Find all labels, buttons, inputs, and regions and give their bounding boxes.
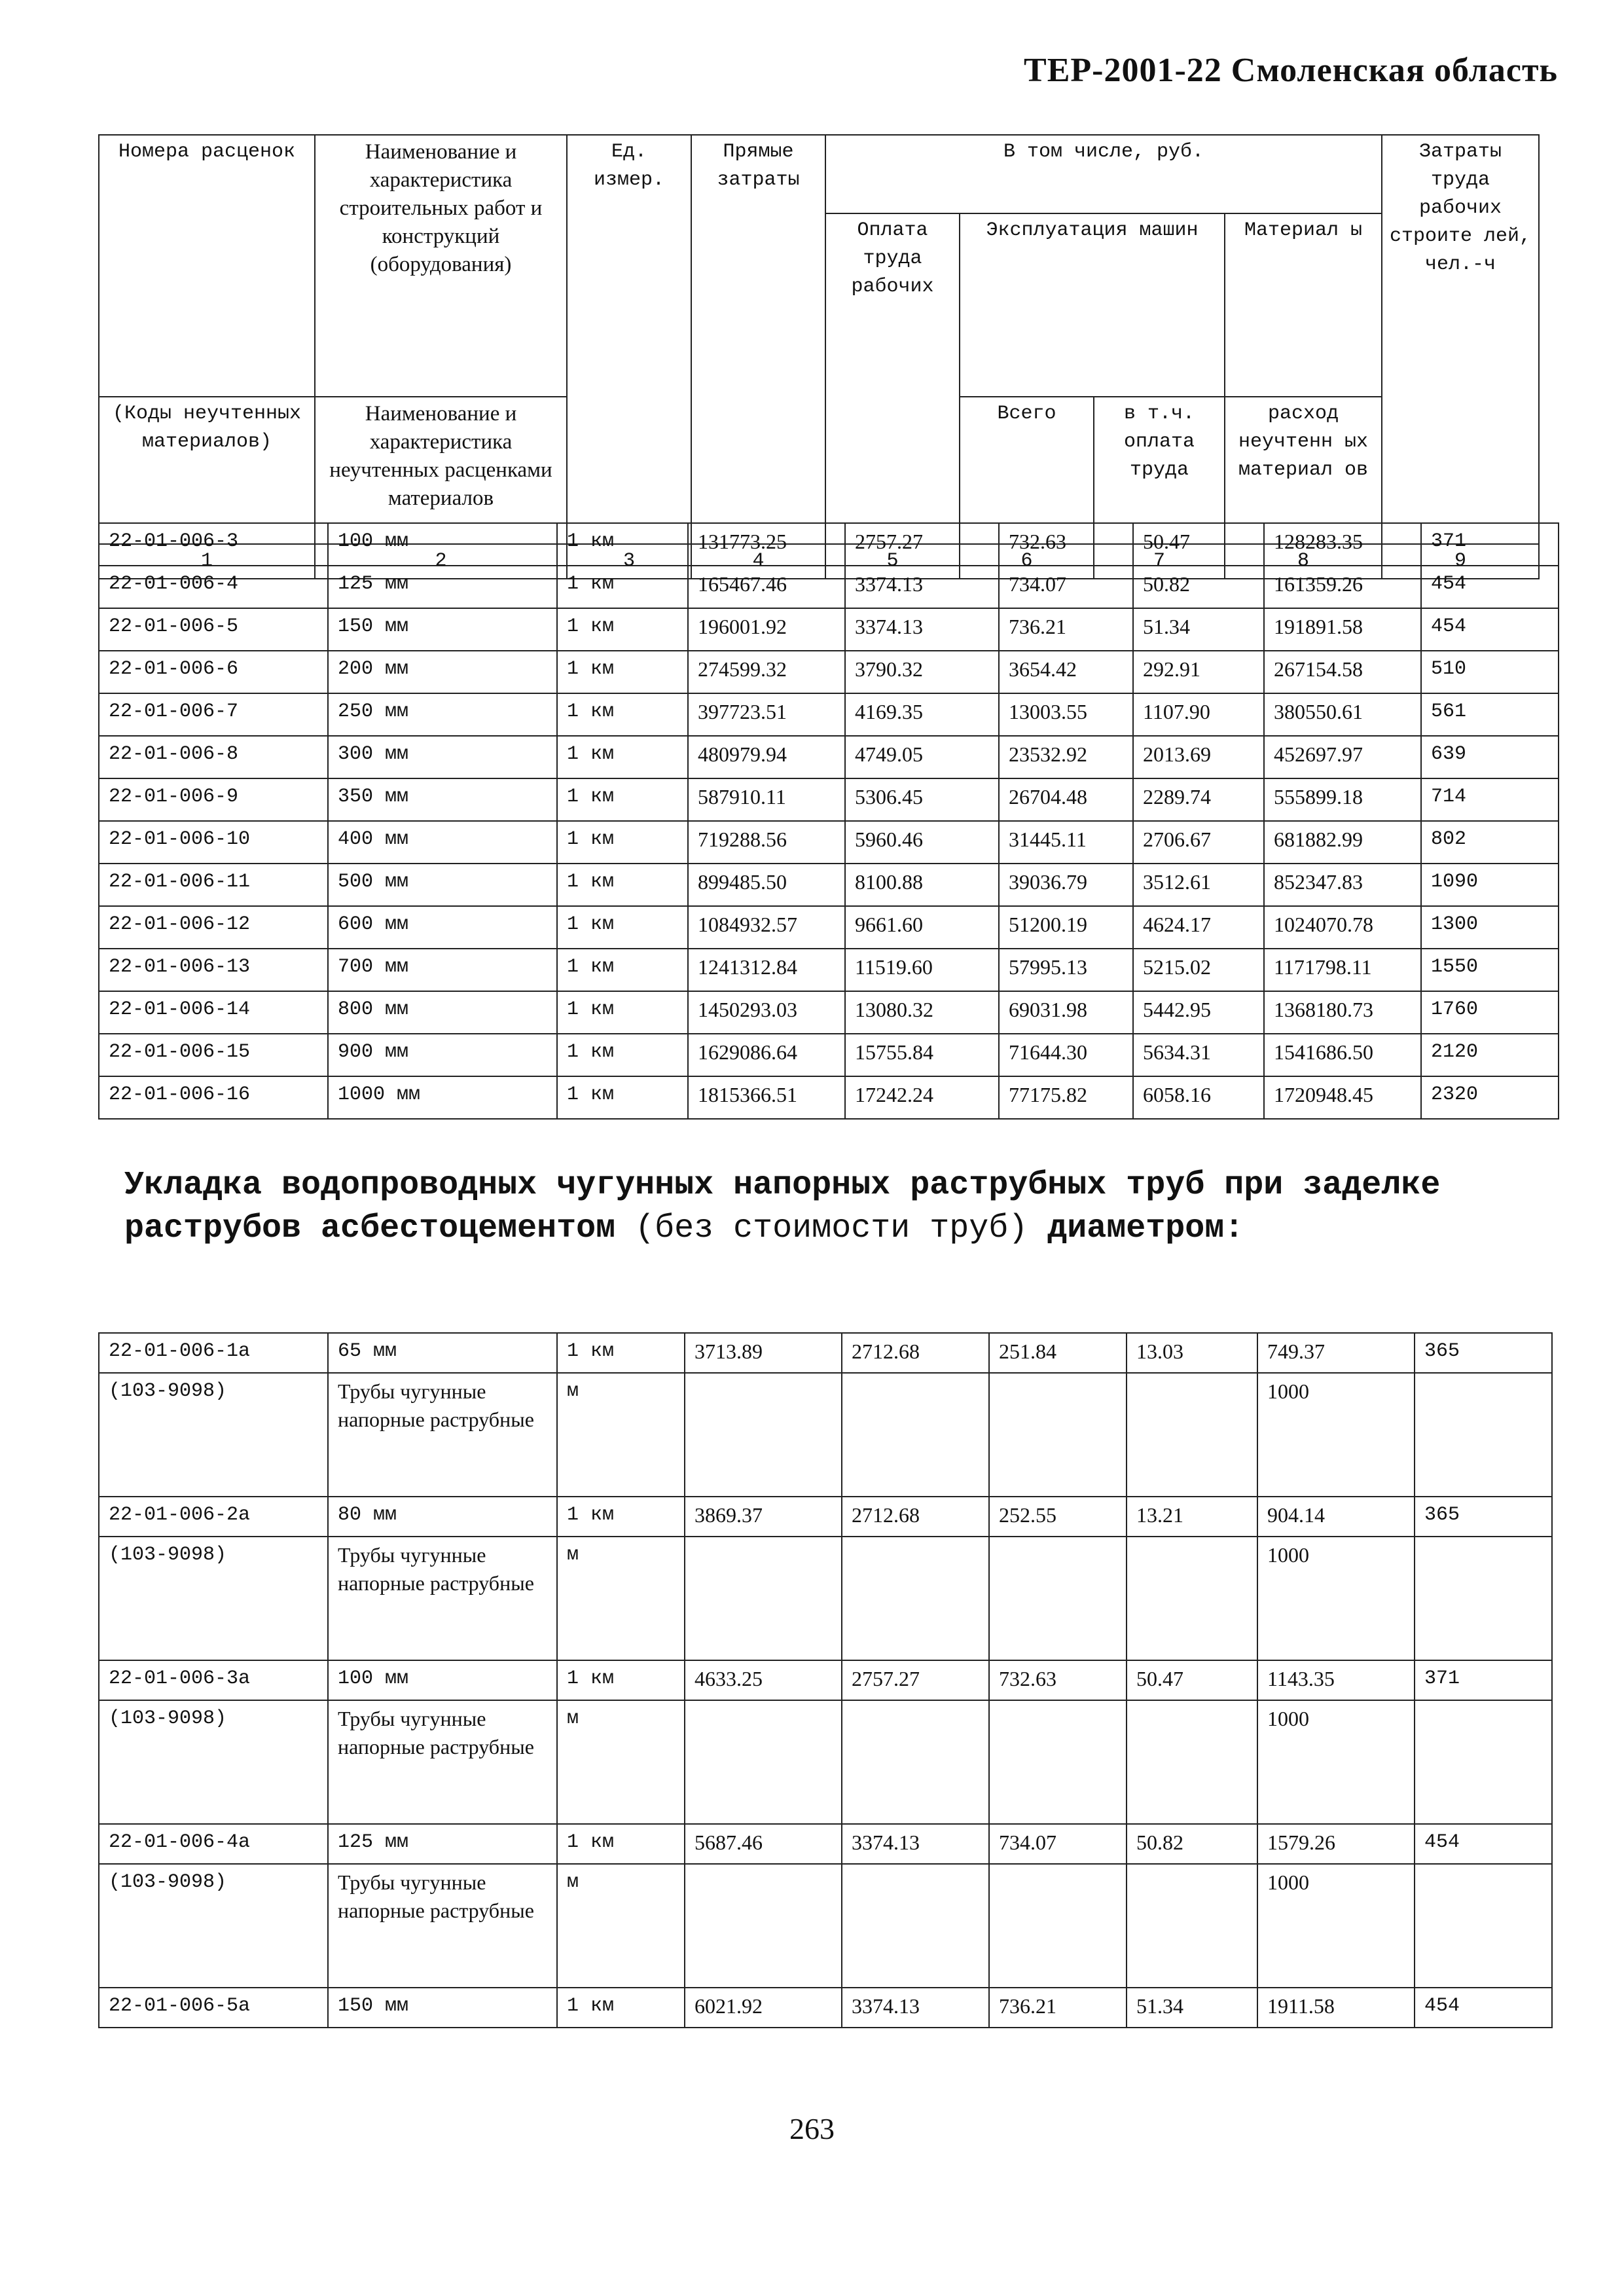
machines-labor-cell: 51.34 [1133,608,1264,651]
table-row [99,906,1559,949]
materials-cell: 904.14 [1257,1497,1415,1537]
machines-total-cell: 77175.82 [999,1076,1133,1119]
machines-labor-cell: 13.03 [1127,1333,1257,1373]
machines-cell: 734.07 [989,1824,1127,1864]
machines-cell [989,1373,1127,1497]
labor-cell [842,1864,989,1988]
materials-cell: 1000 [1257,1537,1415,1660]
header-labor-payment: Оплата труда рабочих [825,213,960,544]
header-material-codes: (Коды неучтенных материалов) [99,397,315,544]
table-row [99,1988,1552,2028]
hours-cell: 365 [1415,1333,1552,1373]
rate-code-cell: 22-01-006-13 [99,949,328,991]
column-number: 4 [691,544,825,579]
direct-cell [685,1537,842,1660]
size-cell: 400 мм [328,821,557,864]
table-row [99,651,1559,693]
direct-costs-cell: 1450293.03 [688,991,845,1034]
unit-cell: 1 км [557,523,688,566]
rate-code-cell: 22-01-006-9 [99,778,328,821]
header-machines: Эксплуатация машин [960,213,1225,397]
page-number: 263 [789,2112,835,2145]
page-title: ТЕР-2001-22 Смоленская область [1024,52,1558,89]
labor-hours-cell: 1550 [1421,949,1559,991]
labor-cell [842,1537,989,1660]
materials-cell: 1911.58 [1257,1988,1415,2028]
direct-costs-cell: 196001.92 [688,608,845,651]
unit-cell: 1 км [557,651,688,693]
labor-hours-cell: 802 [1421,821,1559,864]
size-cell: 800 мм [328,991,557,1034]
materials-cell: 452697.97 [1264,736,1421,778]
header-unit: Ед. измер. [567,135,691,544]
name-cell: Трубы чугунные напорные раструбные [328,1537,557,1660]
unit-cell: 1 км [557,1988,685,2028]
table-row [99,1497,1552,1537]
labor-cell: 2757.27 [842,1660,989,1700]
direct-costs-cell: 480979.94 [688,736,845,778]
machines-total-cell: 736.21 [999,608,1133,651]
header-machines-total: Всего [960,397,1094,544]
size-cell: 300 мм [328,736,557,778]
header-work-name: Наименование и характеристика строительных работ и конструкций (оборудования) [315,135,567,397]
unit-cell: м [557,1373,685,1497]
labor-cell: 3374.13 [842,1824,989,1864]
materials-cell: 852347.83 [1264,864,1421,906]
rate-code-cell: 22-01-006-8 [99,736,328,778]
labor-hours-cell: 714 [1421,778,1559,821]
labor-payment-cell: 4169.35 [845,693,999,736]
unit-cell: 1 км [557,1497,685,1537]
code-cell: 22-01-006-1а [99,1333,328,1373]
machines-cell [989,1537,1127,1660]
header-direct-costs: Прямые затраты [691,135,825,544]
machines-cell: 736.21 [989,1988,1127,2028]
labor-hours-cell: 561 [1421,693,1559,736]
unit-cell: 1 км [557,1076,688,1119]
machines-labor-cell: 2289.74 [1133,778,1264,821]
size-cell: 200 мм [328,651,557,693]
machines-labor-cell: 292.91 [1133,651,1264,693]
table-row [99,1034,1559,1076]
labor-payment-cell: 8100.88 [845,864,999,906]
material-row [99,1373,1552,1497]
materials-cell: 191891.58 [1264,608,1421,651]
labor-payment-cell: 13080.32 [845,991,999,1034]
size-cell: 500 мм [328,864,557,906]
table-row [99,608,1559,651]
size-cell: 600 мм [328,906,557,949]
code-cell: 22-01-006-3а [99,1660,328,1700]
header-rate-number: Номера расценок [99,135,315,397]
unit-cell: м [557,1700,685,1824]
direct-costs-cell: 165467.46 [688,566,845,608]
rate-code-cell: 22-01-006-16 [99,1076,328,1119]
labor-payment-cell: 9661.60 [845,906,999,949]
materials-cell: 1000 [1257,1700,1415,1824]
code-cell: 22-01-006-2а [99,1497,328,1537]
unit-cell: 1 км [557,821,688,864]
section-title-end: диаметром: [1047,1210,1244,1247]
labor-cell [842,1700,989,1824]
machines-total-cell: 51200.19 [999,906,1133,949]
direct-cell: 5687.46 [685,1824,842,1864]
direct-costs-cell: 1629086.64 [688,1034,845,1076]
rate-code-cell: 22-01-006-6 [99,651,328,693]
name-cell: Трубы чугунные напорные раструбные [328,1864,557,1988]
size-cell: 700 мм [328,949,557,991]
labor-payment-cell: 2757.27 [845,523,999,566]
machines-total-cell: 69031.98 [999,991,1133,1034]
size-cell: 350 мм [328,778,557,821]
direct-costs-cell: 131773.25 [688,523,845,566]
machines-labor-cell: 51.34 [1127,1988,1257,2028]
unit-cell: 1 км [557,566,688,608]
column-number: 3 [567,544,691,579]
table-row [99,991,1559,1034]
machines-total-cell: 13003.55 [999,693,1133,736]
materials-cell: 1143.35 [1257,1660,1415,1700]
machines-labor-cell: 6058.16 [1133,1076,1264,1119]
hours-cell: 454 [1415,1988,1552,2028]
table-row [99,566,1559,608]
table-row [99,736,1559,778]
unit-cell: м [557,1864,685,1988]
size-cell: 125 мм [328,566,557,608]
machines-labor-cell: 3512.61 [1133,864,1264,906]
unit-cell: 1 км [557,949,688,991]
direct-cell: 3869.37 [685,1497,842,1537]
machines-total-cell: 57995.13 [999,949,1133,991]
hours-cell: 365 [1415,1497,1552,1537]
direct-costs-cell: 587910.11 [688,778,845,821]
direct-cell [685,1700,842,1824]
labor-cell: 2712.68 [842,1333,989,1373]
labor-payment-cell: 11519.60 [845,949,999,991]
header-material-names: Наименование и характеристика неучтенных расценками материалов [315,397,567,544]
name-cell: 150 мм [328,1988,557,2028]
materials-cell: 1000 [1257,1373,1415,1497]
labor-payment-cell: 3374.13 [845,608,999,651]
direct-cell: 4633.25 [685,1660,842,1700]
labor-payment-cell: 15755.84 [845,1034,999,1076]
machines-total-cell: 31445.11 [999,821,1133,864]
materials-cell: 380550.61 [1264,693,1421,736]
machines-total-cell: 39036.79 [999,864,1133,906]
table-row [99,778,1559,821]
materials-cell: 1720948.45 [1264,1076,1421,1119]
unit-cell: 1 км [557,608,688,651]
machines-total-cell: 71644.30 [999,1034,1133,1076]
labor-hours-cell: 2320 [1421,1076,1559,1119]
materials-cell: 1000 [1257,1864,1415,1988]
rate-code-cell: 22-01-006-14 [99,991,328,1034]
column-number: 1 [99,544,315,579]
name-cell: 65 мм [328,1333,557,1373]
material-row [99,1537,1552,1660]
rate-code-cell: 22-01-006-3 [99,523,328,566]
rate-code-cell: 22-01-006-10 [99,821,328,864]
hours-cell: 371 [1415,1660,1552,1700]
hours-cell: 454 [1415,1824,1552,1864]
machines-labor-cell: 13.21 [1127,1497,1257,1537]
unit-cell: 1 км [557,906,688,949]
size-cell: 1000 мм [328,1076,557,1119]
labor-cell [842,1373,989,1497]
machines-labor-cell: 5634.31 [1133,1034,1264,1076]
materials-cell: 1171798.11 [1264,949,1421,991]
size-cell: 150 мм [328,608,557,651]
name-cell: Трубы чугунные напорные раструбные [328,1700,557,1824]
machines-labor-cell: 50.47 [1127,1660,1257,1700]
direct-cell: 3713.89 [685,1333,842,1373]
code-cell: (103-9098) [99,1700,328,1824]
header-unaccounted-materials: расход неучтенн ых материал ов [1225,397,1382,544]
labor-hours-cell: 454 [1421,566,1559,608]
labor-payment-cell: 4749.05 [845,736,999,778]
unit-cell: 1 км [557,1660,685,1700]
direct-cell [685,1373,842,1497]
hours-cell [1415,1700,1552,1824]
unit-cell: 1 км [557,693,688,736]
name-cell: Трубы чугунные напорные раструбные [328,1373,557,1497]
direct-costs-cell: 274599.32 [688,651,845,693]
rate-code-cell: 22-01-006-5 [99,608,328,651]
materials-cell: 749.37 [1257,1333,1415,1373]
machines-labor-cell: 5215.02 [1133,949,1264,991]
labor-hours-cell: 371 [1421,523,1559,566]
table-row [99,1824,1552,1864]
size-cell: 900 мм [328,1034,557,1076]
machines-total-cell: 26704.48 [999,778,1133,821]
direct-costs-cell: 1241312.84 [688,949,845,991]
direct-cell: 6021.92 [685,1988,842,2028]
rate-code-cell: 22-01-006-4 [99,566,328,608]
unit-cell: м [557,1537,685,1660]
materials-cell: 1368180.73 [1264,991,1421,1034]
code-cell: (103-9098) [99,1373,328,1497]
materials-cell: 128283.35 [1264,523,1421,566]
unit-cell: 1 км [557,991,688,1034]
labor-cell: 3374.13 [842,1988,989,2028]
labor-payment-cell: 5960.46 [845,821,999,864]
machines-labor-cell: 4624.17 [1133,906,1264,949]
labor-hours-cell: 1300 [1421,906,1559,949]
rate-code-cell: 22-01-006-7 [99,693,328,736]
rate-code-cell: 22-01-006-11 [99,864,328,906]
materials-cell: 1579.26 [1257,1824,1415,1864]
code-cell: (103-9098) [99,1537,328,1660]
machines-total-cell: 3654.42 [999,651,1133,693]
table-row [99,523,1559,566]
materials-cell: 267154.58 [1264,651,1421,693]
column-number: 8 [1225,544,1382,579]
unit-cell: 1 км [557,736,688,778]
name-cell: 100 мм [328,1660,557,1700]
materials-cell: 681882.99 [1264,821,1421,864]
size-cell: 100 мм [328,523,557,566]
column-number: 5 [825,544,960,579]
machines-labor-cell: 2013.69 [1133,736,1264,778]
materials-cell: 1541686.50 [1264,1034,1421,1076]
rate-code-cell: 22-01-006-12 [99,906,328,949]
code-cell: 22-01-006-4а [99,1824,328,1864]
labor-hours-cell: 1760 [1421,991,1559,1034]
unit-cell: 1 км [557,778,688,821]
machines-cell [989,1700,1127,1824]
machines-cell: 732.63 [989,1660,1127,1700]
machines-total-cell: 734.07 [999,566,1133,608]
hours-cell [1415,1864,1552,1988]
header-including: В том числе, руб. [825,135,1382,213]
section-title [124,1164,1532,1250]
machines-labor-cell [1127,1864,1257,1988]
name-cell: 80 мм [328,1497,557,1537]
rates-table [98,522,1559,1120]
unit-cell: 1 км [557,1333,685,1373]
table-row [99,821,1559,864]
hours-cell [1415,1373,1552,1497]
column-header-table [98,134,1540,579]
machines-labor-cell: 2706.67 [1133,821,1264,864]
materials-cell: 161359.26 [1264,566,1421,608]
name-cell: 125 мм [328,1824,557,1864]
hours-cell [1415,1537,1552,1660]
machines-labor-cell: 50.82 [1133,566,1264,608]
material-row [99,1700,1552,1824]
machines-labor-cell [1127,1537,1257,1660]
unit-cell: 1 км [557,1034,688,1076]
section-title-main: Укладка водопроводных чугунных напорных раструбных труб при заделке раструбов асбестоцементом [124,1167,1441,1247]
machines-labor-cell: 1107.90 [1133,693,1264,736]
direct-costs-cell: 899485.50 [688,864,845,906]
labor-hours-cell: 2120 [1421,1034,1559,1076]
machines-total-cell: 732.63 [999,523,1133,566]
column-number: 6 [960,544,1094,579]
labor-hours-cell: 510 [1421,651,1559,693]
labor-cell: 2712.68 [842,1497,989,1537]
machines-cell [989,1864,1127,1988]
machines-labor-cell: 5442.95 [1133,991,1264,1034]
labor-payment-cell: 3374.13 [845,566,999,608]
direct-cell [685,1864,842,1988]
material-row [99,1864,1552,1988]
materials-cell: 1024070.78 [1264,906,1421,949]
direct-costs-cell: 719288.56 [688,821,845,864]
unit-cell: 1 км [557,1824,685,1864]
column-number: 2 [315,544,567,579]
table-row [99,1333,1552,1373]
labor-payment-cell: 3790.32 [845,651,999,693]
table-row [99,864,1559,906]
machines-labor-cell [1127,1373,1257,1497]
unit-cell: 1 км [557,864,688,906]
labor-hours-cell: 639 [1421,736,1559,778]
machines-labor-cell: 50.82 [1127,1824,1257,1864]
machines-labor-cell [1127,1700,1257,1824]
column-number: 9 [1382,544,1539,579]
rate-code-cell: 22-01-006-15 [99,1034,328,1076]
machines-labor-cell: 50.47 [1133,523,1264,566]
size-cell: 250 мм [328,693,557,736]
code-cell: (103-9098) [99,1864,328,1988]
labor-hours-cell: 454 [1421,608,1559,651]
table-row [99,1660,1552,1700]
direct-costs-cell: 1084932.57 [688,906,845,949]
direct-costs-cell: 1815366.51 [688,1076,845,1119]
machines-cell: 251.84 [989,1333,1127,1373]
table-row [99,949,1559,991]
labor-payment-cell: 17242.24 [845,1076,999,1119]
labor-hours-cell: 1090 [1421,864,1559,906]
materials-cell: 555899.18 [1264,778,1421,821]
direct-costs-cell: 397723.51 [688,693,845,736]
table-row [99,1076,1559,1119]
section-title-note: (без стоимости труб) [635,1210,1028,1247]
header-materials: Материал ы [1225,213,1382,397]
labor-payment-cell: 5306.45 [845,778,999,821]
machines-cell: 252.55 [989,1497,1127,1537]
rates-table-asbestos [98,1332,1553,2028]
code-cell: 22-01-006-5а [99,1988,328,2028]
header-labor-hours: Затраты труда рабочих строите лей, чел.-ч [1382,135,1539,544]
machines-total-cell: 23532.92 [999,736,1133,778]
table-row [99,693,1559,736]
column-number: 7 [1094,544,1225,579]
header-machines-labor: в т.ч. оплата труда [1094,397,1225,544]
